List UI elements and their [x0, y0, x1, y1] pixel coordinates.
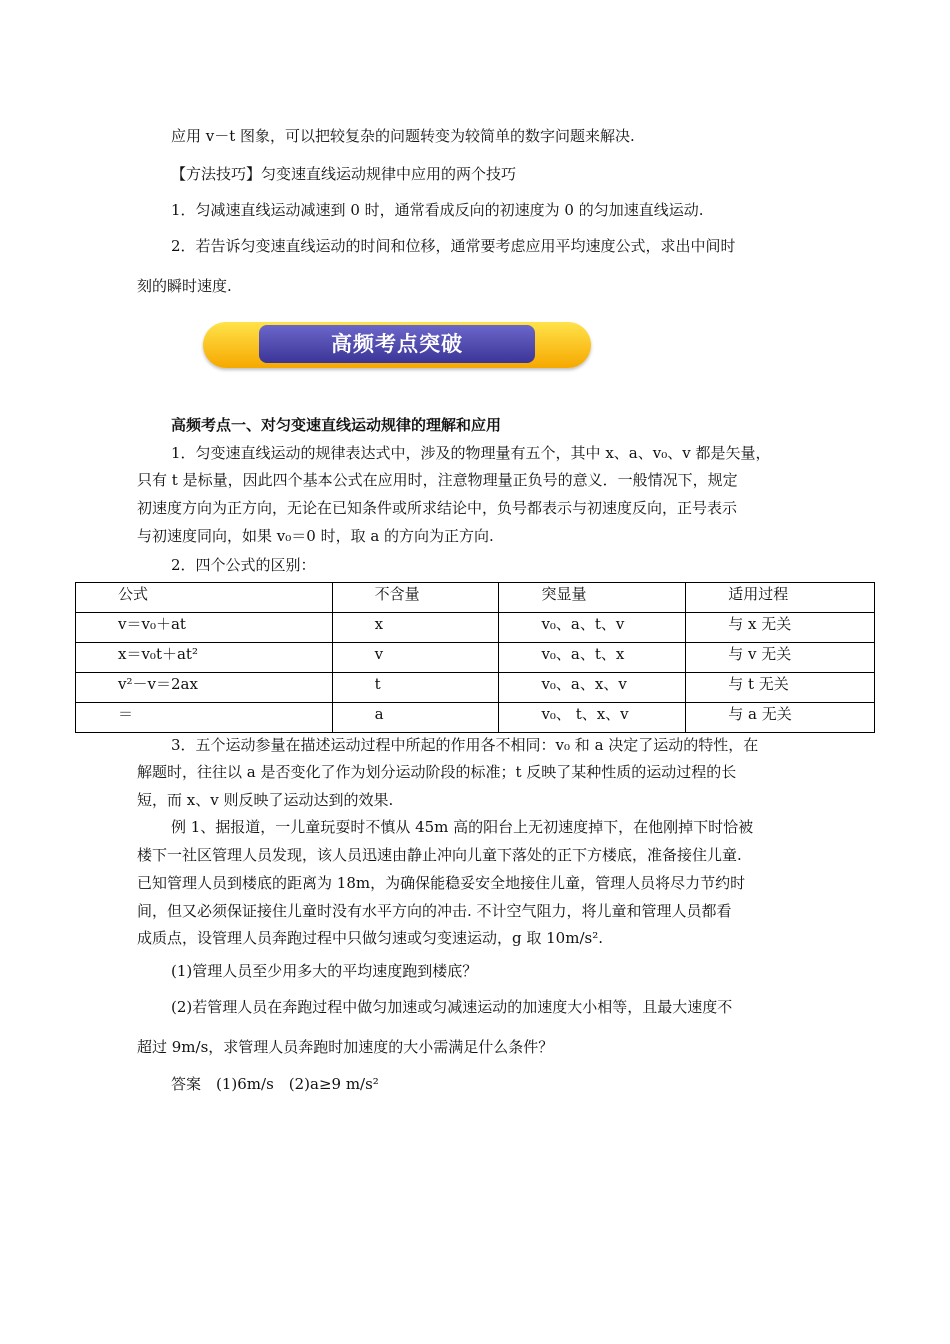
table-header-cell: 公式	[76, 583, 333, 613]
section-banner-label: 高频考点突破	[259, 325, 535, 363]
section-line-4: 与初速度同向，如果 v₀＝0 时，取 a 的方向为正方向.	[137, 527, 494, 545]
table-row	[76, 703, 875, 733]
table-cell: v₀、a、t、v	[499, 613, 686, 643]
example-line-4: 间，但又必须保证接住儿童时没有水平方向的冲击. 不计空气阻力，将儿童和管理人员都看	[137, 902, 732, 920]
tip-2-continued: 刻的瞬时速度.	[137, 277, 232, 295]
point3-line-3: 短，而 x、v 则反映了运动达到的效果.	[137, 791, 394, 809]
question-1: (1)管理人员至少用多大的平均速度跑到楼底？	[171, 962, 478, 980]
table-row	[76, 643, 875, 673]
table-cell: 与 x 无关	[686, 613, 875, 643]
section-line-3: 初速度方向为正方向，无论在已知条件或所求结论中，负号都表示与初速度反向，正号表示	[137, 499, 738, 517]
point3-line-1: 3．五个运动参量在描述运动过程中所起的作用各不相同：v₀ 和 a 决定了运动的特性，在	[171, 736, 759, 754]
section-line-1: 1．匀变速直线运动的规律表达式中，涉及的物理量有五个，其中 x、a、v₀、v 都是矢量，	[171, 444, 771, 462]
tip-2: 2．若告诉匀变速直线运动的时间和位移，通常要考虑应用平均速度公式，求出中间时	[171, 237, 736, 255]
table-cell: v₀、 t、x、v	[499, 703, 686, 733]
table-cell: ＝	[76, 703, 333, 733]
question-2: (2)若管理人员在奔跑过程中做匀加速或匀减速运动的加速度大小相等，且最大速度不	[171, 998, 733, 1016]
method-tips-heading: 【方法技巧】匀变速直线运动规律中应用的两个技巧	[171, 165, 517, 183]
table-cell: t	[332, 673, 499, 703]
example-line-5: 成质点，设管理人员奔跑过程中只做匀速或匀变速运动，g 取 10m/s².	[137, 929, 603, 947]
answer: 答案 (1)6m/s (2)a≥9 m/s²	[171, 1075, 379, 1093]
table-cell: 与 a 无关	[686, 703, 875, 733]
table-cell: 与 v 无关	[686, 643, 875, 673]
table-header-cell: 不含量	[332, 583, 499, 613]
table-cell: v²－v＝2ax	[76, 673, 333, 703]
table-cell: v＝v₀＋at	[76, 613, 333, 643]
example-line-2: 楼下一社区管理人员发现，该人员迅速由静止冲向儿童下落处的正下方楼底，准备接住儿童.	[137, 846, 742, 864]
table-header-cell: 适用过程	[686, 583, 875, 613]
table-header-cell: 突显量	[499, 583, 686, 613]
table-cell: x＝v₀t＋at²	[76, 643, 333, 673]
table-cell: x	[332, 613, 499, 643]
table-cell: 与 t 无关	[686, 673, 875, 703]
tip-1: 1．匀减速直线运动减速到 0 时，通常看成反向的初速度为 0 的匀加速直线运动.	[171, 201, 704, 219]
table-header-row	[76, 583, 875, 613]
table-cell: v	[332, 643, 499, 673]
section-banner	[203, 322, 591, 368]
table-cell: a	[332, 703, 499, 733]
example-line-3: 已知管理人员到楼底的距离为 18m，为确保能稳妥安全地接住儿童，管理人员将尽力节约时	[137, 874, 746, 892]
table-row	[76, 673, 875, 703]
section-line-2: 只有 t 是标量，因此四个基本公式在应用时，注意物理量正负号的意义．一般情况下，规定	[137, 471, 738, 489]
section-line-5: 2．四个公式的区别：	[171, 556, 316, 574]
paragraph-vt-graph: 应用 v－t 图象，可以把较复杂的问题转变为较简单的数字问题来解决.	[171, 127, 635, 145]
example-line-1: 例 1、据报道，一儿童玩耍时不慎从 45m 高的阳台上无初速度掉下，在他刚掉下时恰被	[171, 818, 754, 836]
table-row	[76, 613, 875, 643]
point3-line-2: 解题时，往往以 a 是否变化了作为划分运动阶段的标准；t 反映了某种性质的运动过程的长	[137, 763, 737, 781]
section-heading: 高频考点一、对匀变速直线运动规律的理解和应用	[171, 416, 502, 434]
table-cell: v₀、a、x、v	[499, 673, 686, 703]
formula-comparison-table	[75, 582, 875, 733]
table-cell: v₀、a、t、x	[499, 643, 686, 673]
question-2-continued: 超过 9m/s，求管理人员奔跑时加速度的大小需满足什么条件？	[137, 1038, 554, 1056]
